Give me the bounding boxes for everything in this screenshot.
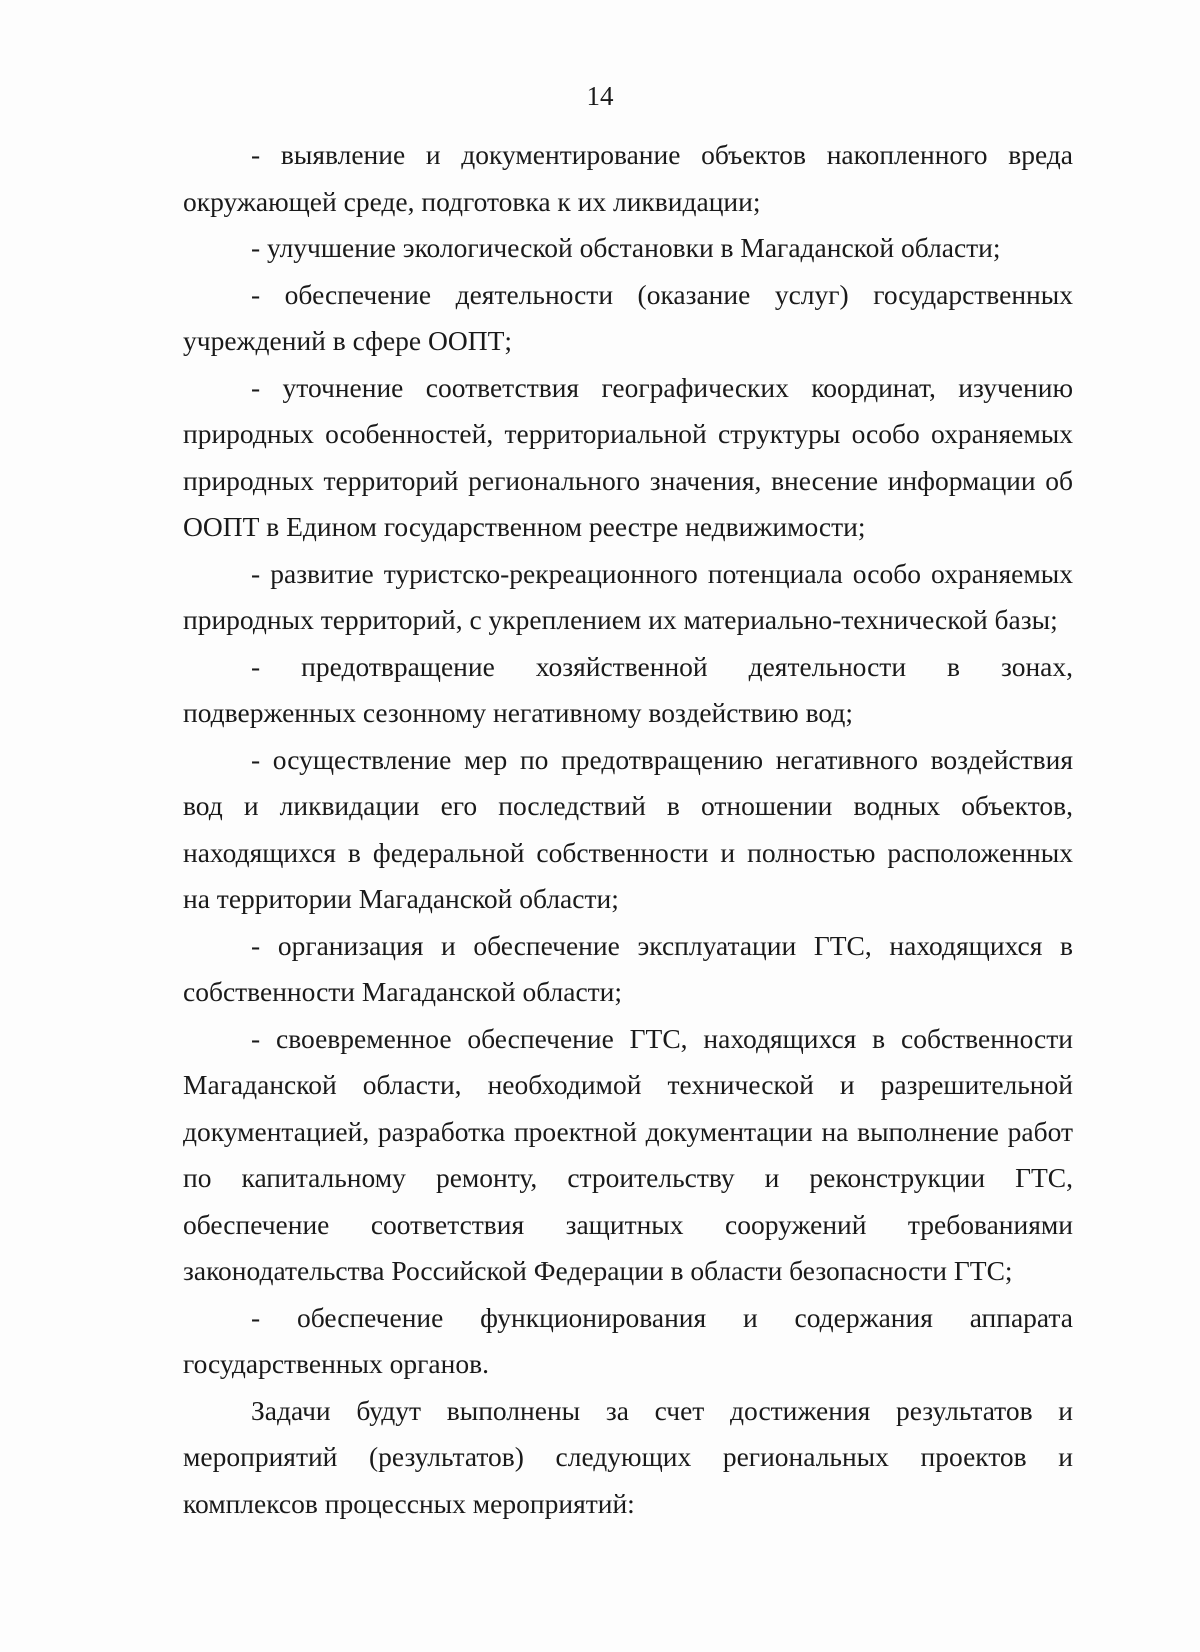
paragraph-hydro-documentation: - своевременное обеспечение ГТС, находящихся в собственности Магаданской области, необходимой технической и разрешительной документацией, разработка проектной документации на выполнение работ по капитальному ремонту, строительству и реконструкции ГТС, обеспечение соответствия защитных сооружений требованиями законодательства Российской Федерации в области безопасности ГТС; [183, 1022, 1073, 1286]
paragraph-tasks-summary: Задачи будут выполнены за счет достижения результатов и мероприятий (результатов) следующих региональных проектов и комплексов процессных мероприятий: [183, 1394, 1073, 1519]
paragraph-hydro-operation: - организация и обеспечение эксплуатации ГТС, находящихся в собственности Магаданской области; [183, 929, 1073, 1007]
paragraph-flood-zones: - предотвращение хозяйственной деятельности в зонах, подверженных сезонному негативному воздействию вод; [183, 650, 1073, 728]
paragraph-tourism-development: - развитие туристско-рекреационного потенциала особо охраняемых природных территорий, с укреплением их материально-технической базы; [183, 557, 1073, 635]
paragraph-accumulated-harm: - выявление и документирование объектов накопленного вреда окружающей среде, подготовка к их ликвидации; [183, 139, 1073, 217]
paragraph-water-impact-measures: - осуществление мер по предотвращению негативного воздействия вод и ликвидации его последствий в отношении водных объектов, находящихся в федеральной собственности и полностью расположенных на территории Магаданской области; [183, 743, 1073, 914]
paragraph-government-bodies: - обеспечение функционирования и содержания аппарата государственных органов. [183, 1301, 1073, 1379]
paragraph-ecology-improvement: - улучшение экологической обстановки в Магаданской области; [251, 232, 1001, 263]
page-number: 14 [586, 81, 614, 111]
paragraph-institutions-support: - обеспечение деятельности (оказание услуг) государственных учреждений в сфере ООПТ; [183, 278, 1073, 356]
paragraph-coordinates-clarification: - уточнение соответствия географических координат, изучению природных особенностей, территориальной структуры особо охраняемых природных территорий регионального значения, внесение информации об ООПТ в Едином государственном реестре недвижимости; [183, 371, 1073, 542]
document-body [183, 132, 1073, 1527]
